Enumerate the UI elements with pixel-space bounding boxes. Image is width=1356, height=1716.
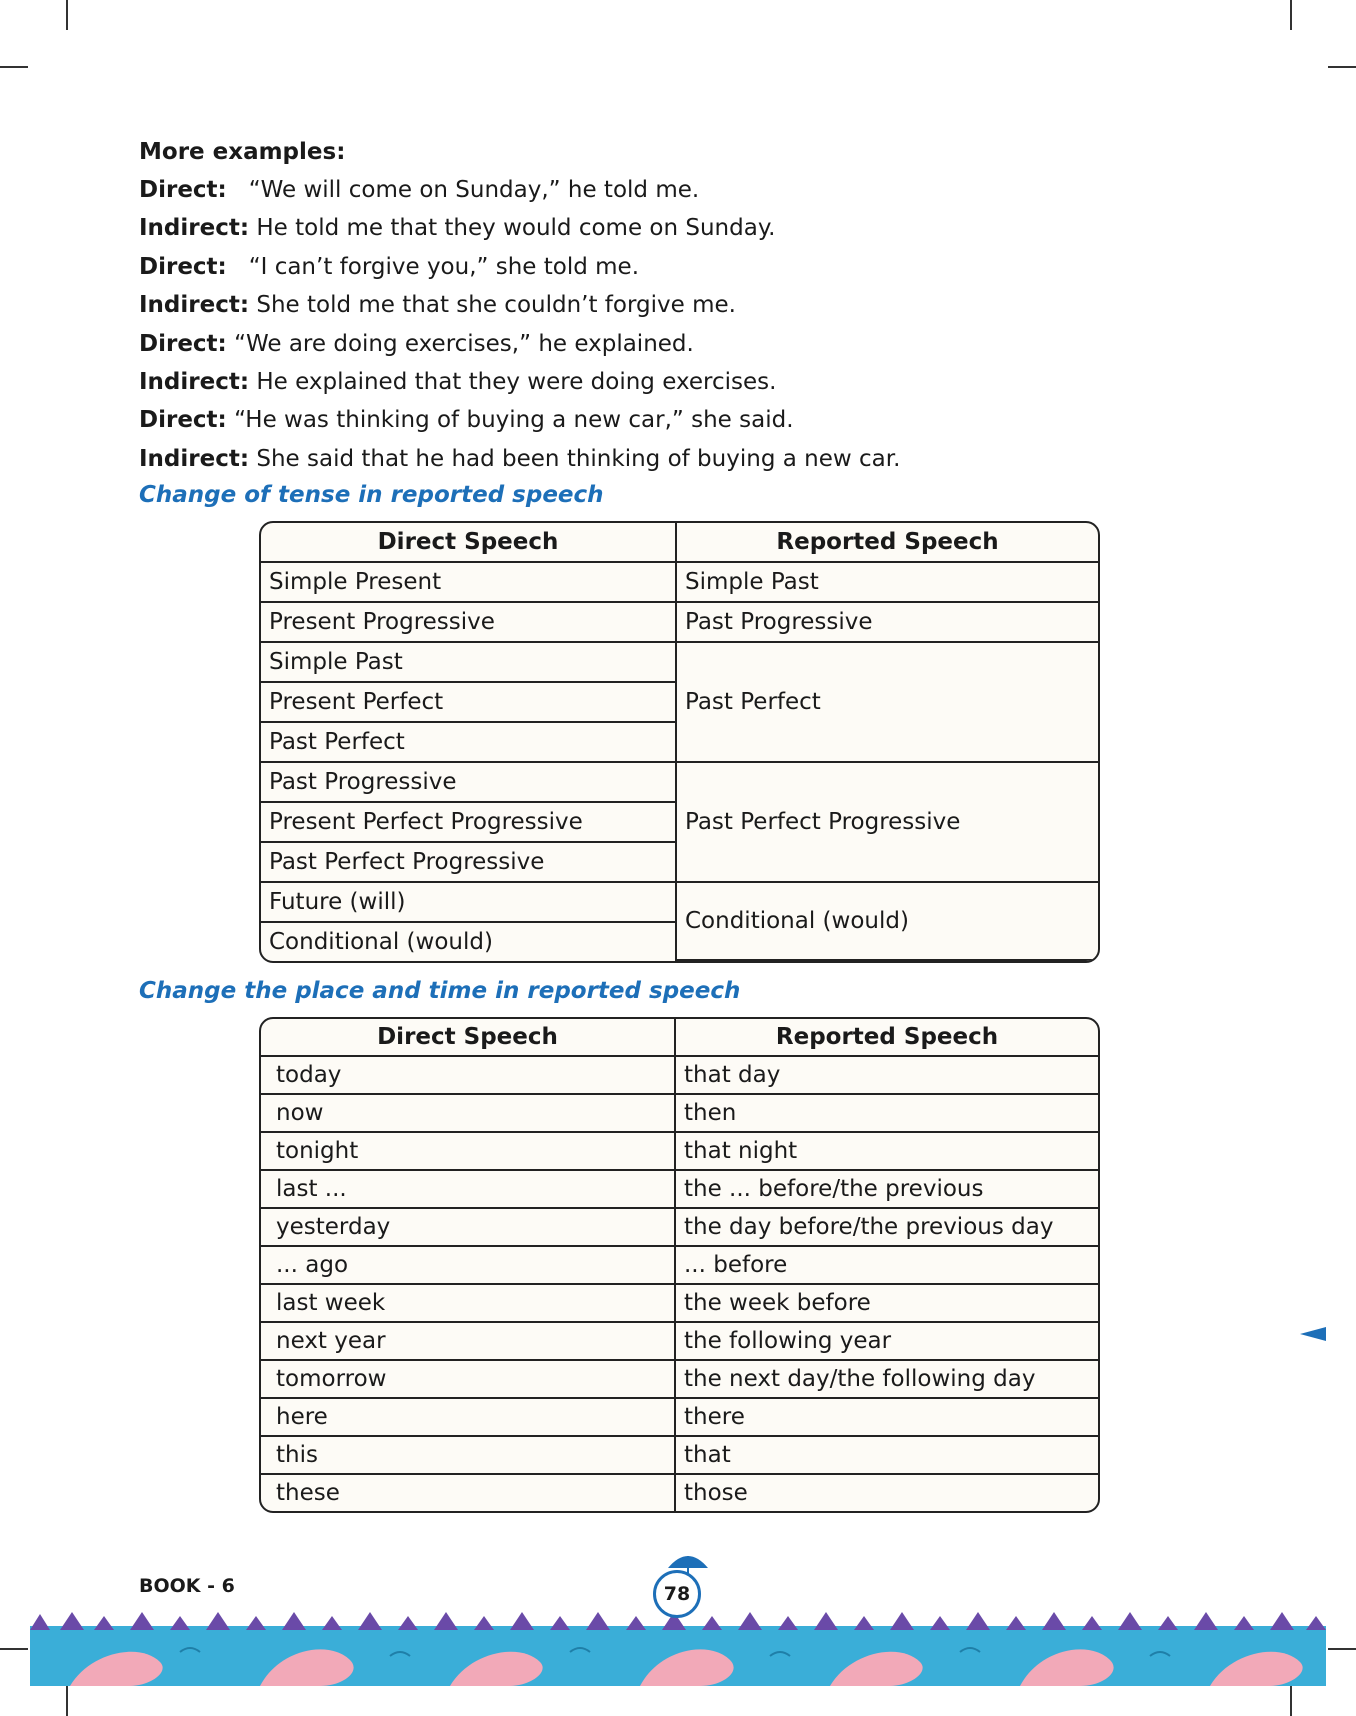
- reported-cell: the day before/the previous day: [676, 1209, 1098, 1247]
- crop-mark: [0, 66, 28, 68]
- direct-cell: ... ago: [261, 1247, 676, 1285]
- example-text: She told me that she couldn’t forgive me.: [256, 292, 736, 319]
- column-header-reported: Reported Speech: [676, 1019, 1098, 1057]
- crop-mark: [1290, 0, 1292, 30]
- column-header-direct: Direct Speech: [261, 1019, 676, 1057]
- reported-tense-cell: Past Progressive: [677, 603, 1098, 643]
- example-line: [139, 171, 1239, 209]
- direct-tense-cell: Past Progressive: [261, 763, 677, 803]
- direct-cell: today: [261, 1057, 676, 1095]
- example-text: “We are doing exercises,” he explained.: [234, 330, 694, 357]
- table-row: [261, 1399, 1098, 1437]
- table-row: [261, 883, 1098, 923]
- reported-cell: then: [676, 1095, 1098, 1133]
- table-row: [261, 1323, 1098, 1361]
- direct-cell: here: [261, 1399, 676, 1437]
- direct-tense-cell: Present Progressive: [261, 603, 677, 643]
- example-label: Direct:: [139, 330, 227, 357]
- edge-arrow-icon: [1300, 1325, 1328, 1343]
- direct-cell: tomorrow: [261, 1361, 676, 1399]
- column-header-direct: Direct Speech: [261, 523, 677, 563]
- example-label: Direct:: [139, 253, 227, 280]
- reported-cell: that: [676, 1437, 1098, 1475]
- crop-mark: [66, 0, 68, 30]
- direct-cell: next year: [261, 1323, 676, 1361]
- crop-mark: [1328, 1648, 1356, 1650]
- example-text: He explained that they were doing exercises.: [256, 369, 777, 396]
- table-row: [261, 763, 1098, 803]
- table-row: [261, 1475, 1098, 1511]
- table-row: [261, 1437, 1098, 1475]
- reported-cell: the following year: [676, 1323, 1098, 1361]
- direct-cell: these: [261, 1475, 676, 1511]
- reported-tense-cell: Past Perfect: [677, 643, 1098, 763]
- examples-section: [139, 133, 1239, 478]
- direct-cell: last ...: [261, 1171, 676, 1209]
- example-line: [139, 209, 1239, 247]
- reported-tense-cell: Past Perfect Progressive: [677, 763, 1098, 883]
- table-header-row: [261, 523, 1098, 563]
- direct-tense-cell: Present Perfect: [261, 683, 677, 723]
- example-text: She said that he had been thinking of buying a new car.: [256, 445, 901, 472]
- crop-mark: [66, 1686, 68, 1716]
- direct-cell: now: [261, 1095, 676, 1133]
- page-number-badge: [653, 1570, 701, 1618]
- reported-cell: that day: [676, 1057, 1098, 1095]
- reported-tense-cell: Conditional (would): [677, 883, 1098, 961]
- direct-tense-cell: Simple Present: [261, 563, 677, 603]
- example-label: Indirect:: [139, 369, 250, 396]
- tense-section-title: Change of tense in reported speech: [139, 482, 604, 508]
- example-text: “I can’t forgive you,” she told me.: [248, 253, 640, 280]
- page-number: 78: [663, 1583, 691, 1605]
- examples-heading: More examples:: [139, 139, 346, 165]
- reported-cell: the ... before/the previous: [676, 1171, 1098, 1209]
- example-line: [139, 440, 1239, 478]
- example-line: [139, 363, 1239, 401]
- table-row: [261, 1209, 1098, 1247]
- direct-tense-cell: Past Perfect: [261, 723, 677, 763]
- example-label: Indirect:: [139, 215, 250, 242]
- book-label: BOOK - 6: [139, 1575, 235, 1597]
- example-text: “We will come on Sunday,” he told me.: [248, 177, 700, 203]
- table-row: [261, 1285, 1098, 1323]
- example-label: Direct:: [139, 407, 227, 434]
- example-label: Indirect:: [139, 292, 250, 319]
- tense-table: [259, 521, 1100, 963]
- crop-mark: [0, 1648, 28, 1650]
- table-row: [261, 1361, 1098, 1399]
- table-row: [261, 643, 1098, 683]
- direct-tense-cell: Simple Past: [261, 643, 677, 683]
- direct-cell: yesterday: [261, 1209, 676, 1247]
- reported-cell: the next day/the following day: [676, 1361, 1098, 1399]
- table-row: [261, 1171, 1098, 1209]
- example-label: Indirect:: [139, 445, 250, 472]
- table-row: [261, 1057, 1098, 1095]
- example-text: He told me that they would come on Sunday.: [256, 215, 776, 242]
- table-row: [261, 1133, 1098, 1171]
- example-line: [139, 286, 1239, 324]
- reported-cell: ... before: [676, 1247, 1098, 1285]
- crop-mark: [1328, 66, 1356, 68]
- table-row: [261, 1247, 1098, 1285]
- reported-cell: there: [676, 1399, 1098, 1437]
- direct-cell: this: [261, 1437, 676, 1475]
- table-row: [261, 563, 1098, 603]
- footer-landscape-illustration: [30, 1612, 1326, 1686]
- table-row: [261, 1095, 1098, 1133]
- example-line: [139, 401, 1239, 439]
- direct-cell: tonight: [261, 1133, 676, 1171]
- reported-cell: that night: [676, 1133, 1098, 1171]
- example-text: “He was thinking of buying a new car,” she said.: [234, 407, 794, 434]
- column-header-reported: Reported Speech: [677, 523, 1098, 563]
- reported-tense-cell: Simple Past: [677, 563, 1098, 603]
- place-time-table: [259, 1017, 1100, 1513]
- direct-cell: last week: [261, 1285, 676, 1323]
- direct-tense-cell: Past Perfect Progressive: [261, 843, 677, 883]
- table-header-row: [261, 1019, 1098, 1057]
- direct-tense-cell: Present Perfect Progressive: [261, 803, 677, 843]
- direct-tense-cell: Future (will): [261, 883, 677, 923]
- crop-mark: [1290, 1686, 1292, 1716]
- table-row: [261, 603, 1098, 643]
- reported-cell: those: [684, 1480, 748, 1506]
- reported-cell: the week before: [676, 1285, 1098, 1323]
- example-line: [139, 248, 1239, 286]
- example-line: [139, 325, 1239, 363]
- place-time-section-title: Change the place and time in reported speech: [139, 978, 741, 1004]
- example-label: Direct:: [139, 177, 227, 203]
- direct-tense-cell: Conditional (would): [261, 923, 677, 961]
